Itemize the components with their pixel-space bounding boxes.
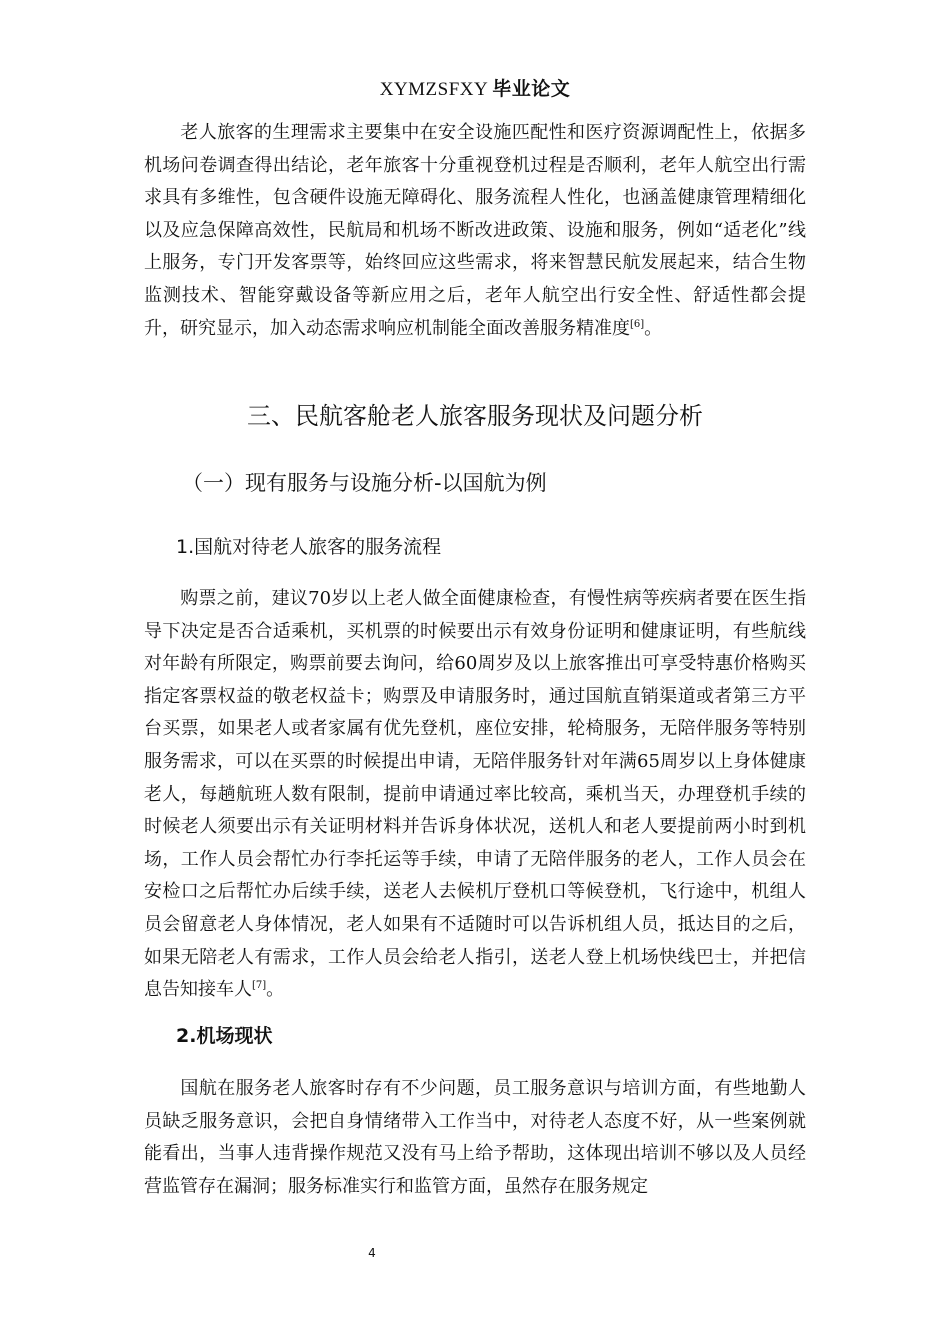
paragraph-airport-status [144, 1073, 806, 1203]
page-header [0, 74, 950, 101]
item-heading-service-process: 1.国航对待老人旅客的服务流程 [176, 536, 442, 558]
header-school-code: XYMZSFXY [379, 79, 489, 100]
paragraph-service-process [144, 583, 806, 1007]
paragraph-elderly-needs [144, 117, 806, 345]
item-heading-airport-status: 2.机场现状 [176, 1025, 273, 1047]
paragraph-end: 。 [644, 317, 663, 339]
paragraph-text: 国航在服务老人旅客时存有不少问题，员工服务意识与培训方面，有些地勤人员缺乏服务意识，会把自身情绪带入工作当中，对待老人态度不好，从一些案例就能看出，当事人违背操作规范又没有马上给予帮助，这体现出培训不够以及人员经营监管存在漏洞；服务标准实行和监管方面，虽然存在服务规定 [144, 1078, 806, 1197]
citation-ref-6: [6] [630, 318, 645, 330]
paragraph-end: 。 [266, 979, 285, 1001]
paragraph-text: 购票之前，建议70岁以上老人做全面健康检查，有慢性病等疾病者要在医生指导下决定是否合适乘机，买机票的时候要出示有效身份证明和健康证明，有些航线对年龄有所限定，购票前要去询问，给60周岁及以上旅客推出可享受特惠价格购买指定客票权益的敬老权益卡；购票及申请服务时，通过国航直销渠道或者第三方平台买票，如果老人或者家属有优先登机，座位安排，轮椅服务，无陪伴服务等特别服务需求，可以在买票的时候提出申请，无陪伴服务针对年满65周岁以上身体健康老人，每趟航班人数有限制，提前申请通过率比较高，乘机当天，办理登机手续的时候老人须要出示有关证明材料并告诉身体状况，送机人和老人要提前两小时到机场，工作人员会帮忙办行李托运等手续，申请了无陪伴服务的老人，工作人员会在安检口之后帮忙办后续手续，送老人去候机厅登机口等候登机，飞行途中，机组人员会留意老人身体情况，老人如果有不适随时可以告诉机组人员，抵达目的之后，如果无陪老人有需求，工作人员会给老人指引，送老人登上机场快线巴士，并把信息告知接车人 [144, 588, 806, 1001]
subsection-heading: （一）现有服务与设施分析-以国航为例 [182, 471, 547, 495]
paragraph-text: 老人旅客的生理需求主要集中在安全设施匹配性和医疗资源调配性上，依据多机场问卷调查得出结论，老年旅客十分重视登机过程是否顺利，老年人航空出行需求具有多维性，包含硬件设施无障碍化、服务流程人性化，也涵盖健康管理精细化以及应急保障高效性，民航局和机场不断改进政策、设施和服务，例如“适老化”线上服务，专门开发客票等，始终回应这些需求，将来智慧民航发展起来，结合生物监测技术、智能穿戴设备等新应用之后，老年人航空出行安全性、舒适性都会提升，研究显示，加入动态需求响应机制能全面改善服务精准度 [144, 122, 806, 339]
citation-ref-7: [7] [252, 980, 267, 992]
header-thesis-label: 毕业论文 [492, 78, 571, 100]
page-number: 4 [368, 1246, 376, 1260]
section-heading: 三、民航客舱老人旅客服务现状及问题分析 [247, 402, 703, 430]
